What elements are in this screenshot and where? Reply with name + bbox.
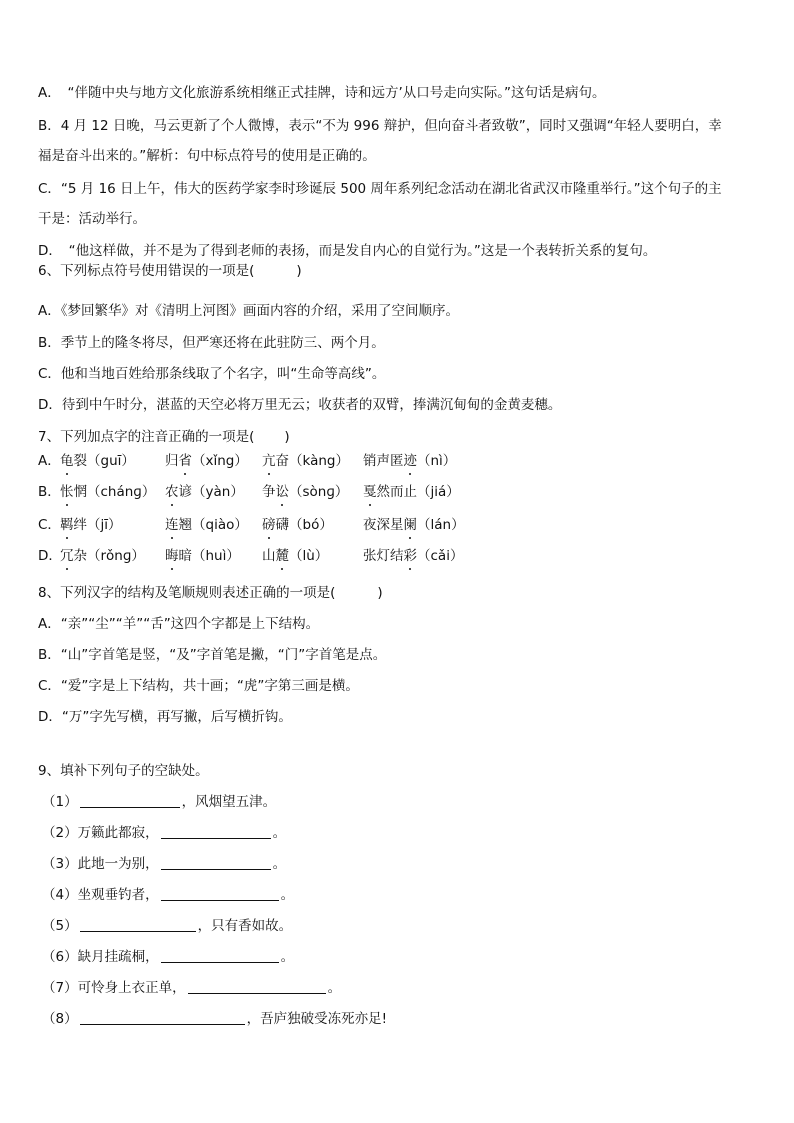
dotted-character: 晦 — [165, 548, 179, 564]
given-text-after: ，吾庐独破受冻死亦足! — [246, 1011, 388, 1027]
pinyin-item — [60, 483, 155, 501]
item-number: （1） — [42, 794, 78, 810]
word-suffix-pinyin: 绊（jī） — [73, 517, 122, 533]
dotted-character: 羁 — [60, 517, 74, 533]
q7-stem — [38, 428, 764, 446]
item-number: （4） — [42, 887, 78, 903]
q7-option-row — [0, 547, 764, 567]
given-text-after: ，只有香如故。 — [197, 918, 293, 934]
answer-blank[interactable] — [80, 917, 196, 932]
word-suffix-pinyin: 杂（rǒnɡ） — [73, 548, 145, 564]
pinyin-item — [262, 452, 349, 470]
option-letter: B． — [38, 484, 61, 500]
pinyin-item — [165, 452, 248, 470]
q8-option-a: A．“亲”“尘”“羊”“舌”这四个字都是上下结构。 — [38, 616, 320, 632]
q7-stem-text: 7、下列加点字的注音正确的一项是( — [38, 429, 255, 445]
given-text-before: 万籁此都寂， — [77, 825, 159, 841]
fill-blank-item — [42, 855, 764, 873]
q8-option-d: D．“万”字先写横，再写撇，后写横折钩。 — [38, 709, 292, 725]
q6-stem-close: ) — [296, 263, 302, 279]
given-text-after: ，风烟望五津。 — [181, 794, 277, 810]
pinyin-item — [165, 547, 240, 565]
given-text-after: 。 — [327, 980, 342, 996]
q6-option-b: B．季节上的隆冬将尽，但严寒还将在此驻防三、两个月。 — [38, 335, 385, 351]
q5-option-c-line1: C．“5 月 16 日上午，伟大的医药学家李时珍诞辰 500 周年系列纪念活动在湖北省武汉市隆重举行。”这个句子的主 — [38, 181, 722, 197]
pinyin-item — [165, 483, 244, 501]
word-suffix-pinyin: 谚（yàn） — [178, 484, 244, 500]
answer-blank[interactable] — [161, 886, 279, 901]
answer-blank[interactable] — [161, 824, 271, 839]
pinyin-item — [60, 452, 135, 470]
word-prefix: 山 — [262, 548, 276, 564]
dotted-character: 彩 — [403, 548, 417, 564]
option-letter: C． — [38, 517, 61, 533]
dotted-character: 讼 — [275, 484, 289, 500]
given-text-before: 坐观垂钓者， — [77, 887, 159, 903]
word-suffix-pinyin: 奋（kàng） — [275, 453, 349, 469]
q9-stem: 9、填补下列句子的空缺处。 — [38, 763, 209, 779]
word-suffix-pinyin: （sònɡ） — [289, 484, 349, 500]
given-text-after: 。 — [272, 825, 287, 841]
word-prefix: 夜深星 — [363, 517, 404, 533]
dotted-character: 农 — [165, 484, 179, 500]
q8-option-c: C．“爱”字是上下结构，共十画；“虎”字第三画是横。 — [38, 678, 359, 694]
answer-blank[interactable] — [80, 793, 180, 808]
word-suffix-pinyin: 翘（qiào） — [178, 517, 248, 533]
pinyin-item — [363, 516, 465, 534]
item-number: （7） — [42, 980, 78, 996]
pinyin-item — [262, 483, 348, 501]
dotted-character: 冗 — [60, 548, 74, 564]
word-suffix-pinyin: 暗（huì） — [178, 548, 240, 564]
dotted-character: 磅 — [262, 517, 276, 533]
answer-blank[interactable] — [161, 948, 279, 963]
dotted-character: 连 — [165, 517, 179, 533]
q5-option-c-line2: 干是：活动举行。 — [38, 211, 146, 227]
q7-stem-close: ) — [284, 429, 290, 445]
fill-blank-item — [42, 1010, 764, 1028]
fill-blank-item — [42, 948, 764, 966]
given-text-after: 。 — [272, 856, 287, 872]
q5-option-d: D． “他这样做，并不是为了得到老师的表扬，而是发自内心的自觉行为。”这是一个表转折关系的复句。 — [38, 243, 657, 259]
q5-option-b-line2: 福是奋斗出来的。”解析：句中标点符号的使用是正确的。 — [38, 148, 376, 164]
q6-option-c: C．他和当地百姓给那条线取了个名字，叫“生命等高线”。 — [38, 366, 386, 382]
given-text-before: 可怜身上衣正单， — [77, 980, 186, 996]
dotted-character: 省 — [178, 453, 192, 469]
dotted-character: 阑 — [403, 517, 417, 533]
option-letter: A． — [38, 453, 61, 469]
dotted-character: 戛 — [363, 484, 377, 500]
q6-option-a: A．《梦回繁华》对《清明上河图》画面内容的介绍，采用了空间顺序。 — [38, 303, 459, 319]
pinyin-item — [363, 483, 460, 501]
q8-stem-text: 8、下列汉字的结构及笔顺规则表述正确的一项是( — [38, 585, 336, 601]
item-number: （3） — [42, 856, 78, 872]
q7-option-row — [0, 452, 764, 472]
q5-option-b-line1: B．4 月 12 日晚，马云更新了个人微博，表示“不为 996 辩护，但向奋斗者致敬”，同时又强调“年轻人要明白，幸 — [38, 118, 722, 134]
item-number: （8） — [42, 1011, 78, 1027]
word-suffix-pinyin: （lù） — [289, 548, 329, 564]
q8-stem-close: ) — [377, 585, 383, 601]
q6-stem — [38, 262, 764, 280]
answer-blank[interactable] — [161, 855, 271, 870]
pinyin-item — [363, 547, 463, 565]
word-suffix-pinyin: 惘（chánɡ） — [73, 484, 156, 500]
option-letter: D． — [38, 548, 62, 564]
dotted-character: 龟 — [60, 453, 74, 469]
word-suffix-pinyin: （lán） — [417, 517, 465, 533]
fill-blank-item — [42, 917, 764, 935]
dotted-character: 迹 — [403, 453, 417, 469]
word-prefix: 张灯结 — [363, 548, 404, 564]
pinyin-item — [262, 516, 333, 534]
q6-option-d: D．待到中午时分，湛蓝的天空必将万里无云；收获者的双臂，捧满沉甸甸的金黄麦穗。 — [38, 397, 562, 413]
word-suffix-pinyin: （xǐng） — [192, 453, 248, 469]
given-text-before: 缺月挂疏桐， — [77, 949, 159, 965]
fill-blank-item — [42, 979, 764, 997]
pinyin-item — [363, 452, 456, 470]
item-number: （2） — [42, 825, 78, 841]
word-suffix-pinyin: 礴（bó） — [275, 517, 333, 533]
q7-option-row — [0, 483, 764, 503]
item-number: （6） — [42, 949, 78, 965]
q6-stem-text: 6、下列标点符号使用错误的一项是( — [38, 263, 255, 279]
answer-blank[interactable] — [80, 1010, 245, 1025]
pinyin-item — [165, 516, 248, 534]
pinyin-item — [262, 547, 328, 565]
answer-blank[interactable] — [188, 979, 326, 994]
given-text-after: 。 — [280, 887, 295, 903]
q8-option-b: B．“山”字首笔是竖，“及”字首笔是撇，“门”字首笔是点。 — [38, 647, 387, 663]
q7-option-row — [0, 516, 764, 536]
word-prefix: 争 — [262, 484, 276, 500]
dotted-character: 亢 — [262, 453, 276, 469]
word-suffix-pinyin: 裂（guī） — [73, 453, 135, 469]
pinyin-item — [60, 547, 145, 565]
given-text-before: 此地一为别， — [77, 856, 159, 872]
dotted-character: 怅 — [60, 484, 74, 500]
word-prefix: 归 — [165, 453, 179, 469]
given-text-after: 。 — [280, 949, 295, 965]
word-suffix-pinyin: 然而止（jiá） — [376, 484, 460, 500]
q5-option-a: A． “伴随中央与地方文化旅游系统相继正式挂牌，诗和远方’从口号走向实际。”这句话是病句。 — [38, 85, 606, 101]
word-suffix-pinyin: （cǎi） — [417, 548, 464, 564]
pinyin-item — [60, 516, 122, 534]
fill-blank-item — [42, 793, 764, 811]
word-prefix: 销声匿 — [363, 453, 404, 469]
fill-blank-item — [42, 824, 764, 842]
fill-blank-item — [42, 886, 764, 904]
q8-stem — [38, 584, 764, 602]
item-number: （5） — [42, 918, 78, 934]
word-suffix-pinyin: （nì） — [417, 453, 457, 469]
dotted-character: 麓 — [275, 548, 289, 564]
